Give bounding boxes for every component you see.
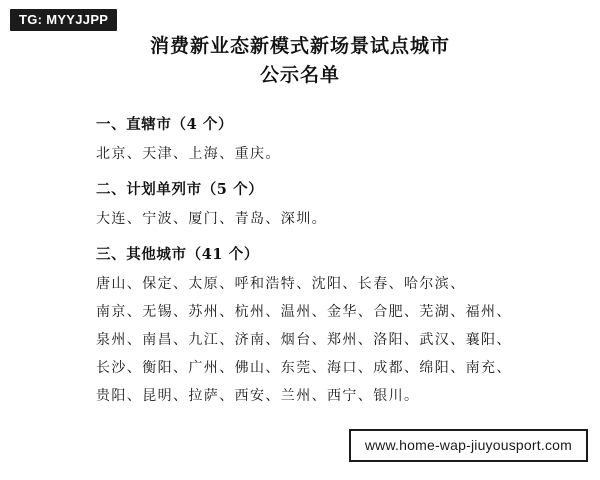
page-title-line-1: 消费新业态新模式新场景试点城市	[149, 35, 450, 57]
city-line: 南京、无锡、苏州、杭州、温州、金华、合肥、芜湖、福州、	[96, 303, 512, 320]
city-line: 贵阳、昆明、拉萨、西安、兰州、西宁、银川。	[96, 387, 420, 404]
section-other-cities	[90, 243, 510, 410]
city-line: 长沙、衡阳、广州、佛山、东莞、海口、成都、绵阳、南充、	[96, 359, 512, 376]
city-line: 唐山、保定、太原、呼和浩特、沈阳、长春、哈尔滨、	[96, 275, 466, 292]
document-content	[0, 32, 600, 414]
section-body	[90, 140, 510, 168]
section-body	[90, 205, 510, 233]
page-title	[60, 32, 540, 91]
section-heading: 二、计划单列市（5 个）	[96, 180, 264, 198]
section-body	[90, 270, 510, 410]
section-separately-planned-cities	[90, 178, 510, 233]
section-heading: 一、直辖市（4 个）	[96, 115, 234, 133]
list-sections	[90, 113, 510, 410]
page-title-line-2: 公示名单	[259, 64, 340, 87]
city-line: 北京、天津、上海、重庆。	[96, 145, 281, 162]
website-watermark-badge: www.home-wap-jiuyousport.com	[349, 429, 588, 462]
section-municipalities	[90, 113, 510, 168]
city-line: 大连、宁波、厦门、青岛、深圳。	[96, 210, 327, 227]
telegram-watermark-badge: TG: MYYJJPP	[10, 9, 117, 31]
city-line: 泉州、南昌、九江、济南、烟台、郑州、洛阳、武汉、襄阳、	[96, 331, 512, 348]
section-heading: 三、其他城市（41 个）	[96, 245, 259, 263]
